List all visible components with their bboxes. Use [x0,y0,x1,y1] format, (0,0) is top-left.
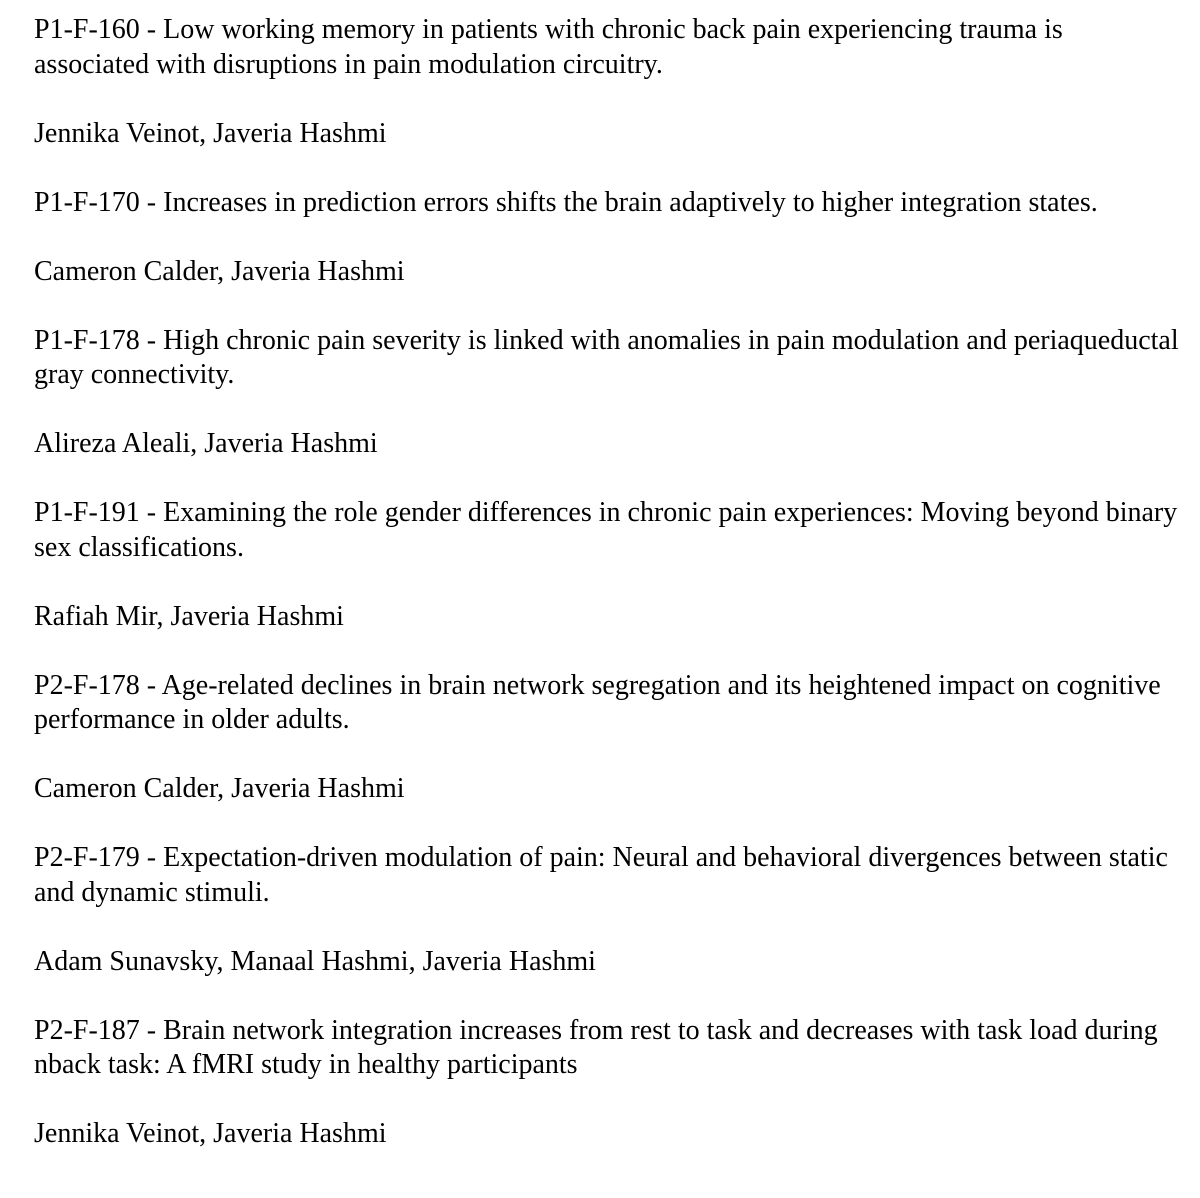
entry-authors: Rafiah Mir, Javeria Hashmi [34,600,344,632]
entry-authors: Jennika Veinot, Javeria Hashmi [34,117,387,149]
entry-title: P2-F-179 - Expectation-driven modulation of pain: Neural and behavioral divergences between static and dynamic stimuli. [34,842,1168,908]
entry-authors: Cameron Calder, Javeria Hashmi [34,255,405,287]
entry-authors: Jennika Veinot, Javeria Hashmi [34,1118,387,1149]
entry-title: P1-F-191 - Examining the role gender differences in chronic pain experiences: Moving beyond binary sex classifications. [34,497,1178,563]
entry-title: P2-F-178 - Age-related declines in brain network segregation and its heightened impact on cognitive performance in older adults. [34,669,1161,735]
entry-title: P1-F-160 - Low working memory in patients with chronic back pain experiencing trauma is associated with disruptions in pain modulation circuitry. [34,14,1063,80]
entry-authors: Adam Sunavsky, Manaal Hashmi, Javeria Hashmi [34,945,596,977]
entry-title: P1-F-170 - Increases in prediction errors shifts the brain adaptively to higher integration states. [34,186,1098,218]
entry-authors: Alireza Aleali, Javeria Hashmi [34,428,378,459]
entry-title: P2-F-187 - Brain network integration increases from rest to task and decreases with task load during nback task: A fMRI study in healthy participants [34,1014,1158,1080]
entry-title: P1-F-178 - High chronic pain severity is linked with anomalies in pain modulation and periaqueductal gray connectivity. [34,324,1179,390]
entry-authors: Cameron Calder, Javeria Hashmi [34,773,405,804]
document-body [34,13,1184,1186]
